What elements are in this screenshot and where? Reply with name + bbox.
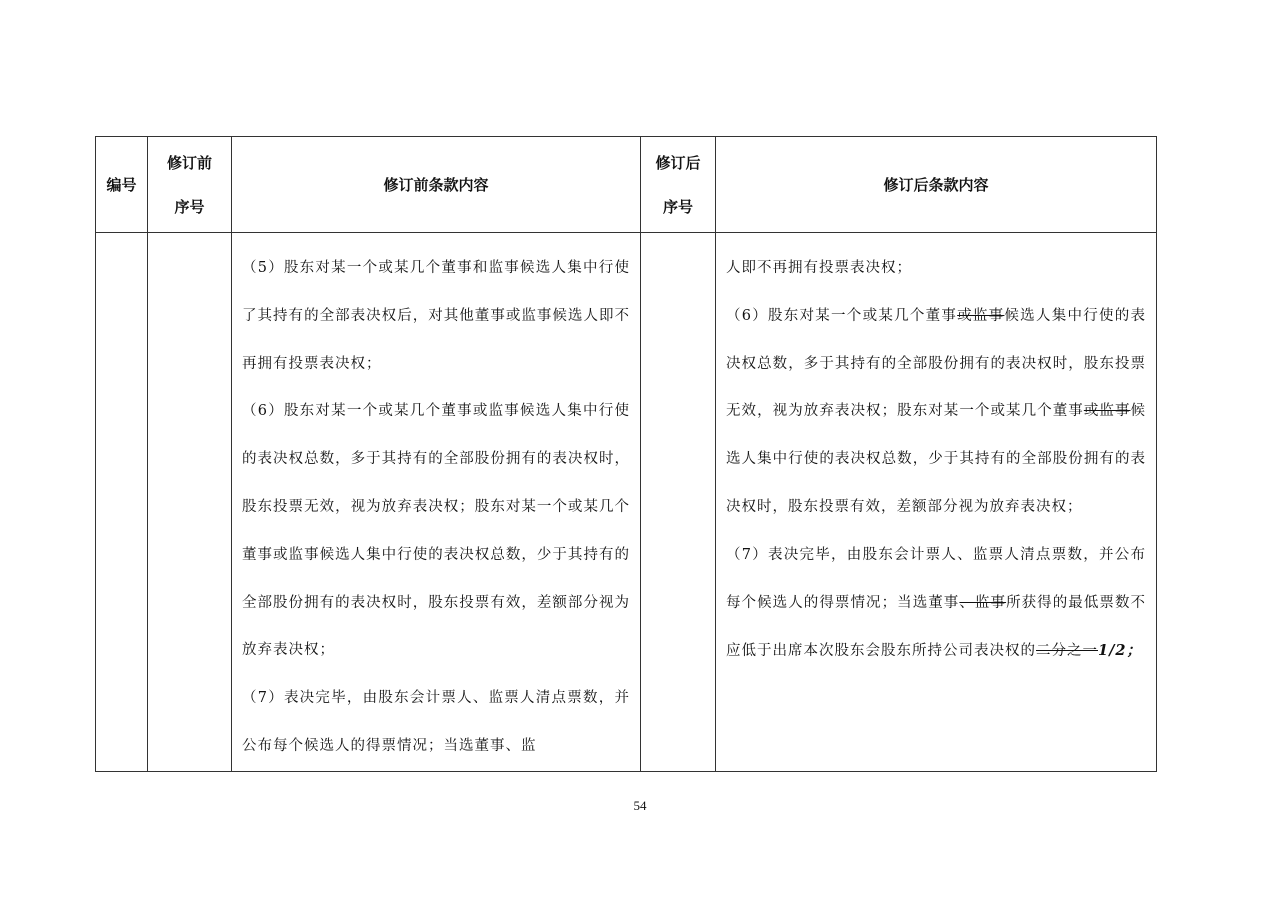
cell-pre-seq <box>148 233 232 772</box>
page-number: 54 <box>633 798 647 813</box>
pre-paragraph-6: （6）股东对某一个或某几个董事或监事候选人集中行使的表决权总数，多于其持有的全部股份拥有的表决权时，股东投票无效，视为放弃表决权；股东对某一个或某几个董事或监事候选人集中行使的表决权总数，少于其持有的全部股份拥有的表决权时，股东投票有效，差额部分视为放弃表决权； <box>242 403 630 659</box>
pre-paragraph-5: （5）股东对某一个或某几个董事和监事候选人集中行使了其持有的全部表决权后，对其他董事或监事候选人即不再拥有投票表决权； <box>242 260 630 372</box>
header-post-seq <box>641 137 716 233</box>
header-pre-seq <box>148 137 232 233</box>
header-post-seq-line2: 序号 <box>662 197 693 216</box>
post-paragraph-7: （7）表决完毕，由股东会计票人、监票人清点票数，并公布每个候选人的得票情况；当选董事、监事所获得的最低票数不应低于出席本次股东会股东所持公司表决权的二分之一1/2； <box>726 546 1147 660</box>
header-number: 编号 <box>96 137 148 233</box>
cell-number <box>96 233 148 772</box>
post-paragraph-continuation: 人即不再拥有投票表决权； <box>726 260 912 276</box>
inserted-text: 1/2； <box>1098 642 1142 660</box>
table-header-row <box>96 137 1157 233</box>
cell-pre-content <box>232 233 641 772</box>
cell-post-content <box>716 233 1157 772</box>
pre-paragraph-7: （7）表决完毕，由股东会计票人、监票人清点票数，并公布每个候选人的得票情况；当选董事、监 <box>242 690 630 754</box>
deleted-text: 或监事 <box>1083 403 1131 420</box>
deleted-text: 或监事 <box>957 307 1005 324</box>
table-row <box>96 233 1157 772</box>
header-pre-content: 修订前条款内容 <box>232 137 641 233</box>
post-paragraph-6: （6）股东对某一个或某几个董事或监事候选人集中行使的表决权总数，多于其持有的全部股份拥有的表决权时，股东投票无效，视为放弃表决权；股东对某一个或某几个董事或监事候选人集中行使的表决权总数，少于其持有的全部股份拥有的表决权时，股东投票有效，差额部分视为放弃表决权； <box>726 307 1147 515</box>
cell-post-seq <box>641 233 716 772</box>
header-post-seq-line1: 修订后 <box>655 153 701 172</box>
revision-comparison-table <box>95 136 1157 772</box>
deleted-text: 二分之一 <box>1036 643 1098 660</box>
deleted-text: 、监事 <box>959 594 1007 611</box>
header-pre-seq-line1: 修订前 <box>166 153 212 172</box>
header-post-content: 修订后条款内容 <box>716 137 1157 233</box>
header-pre-seq-line2: 序号 <box>174 197 205 216</box>
